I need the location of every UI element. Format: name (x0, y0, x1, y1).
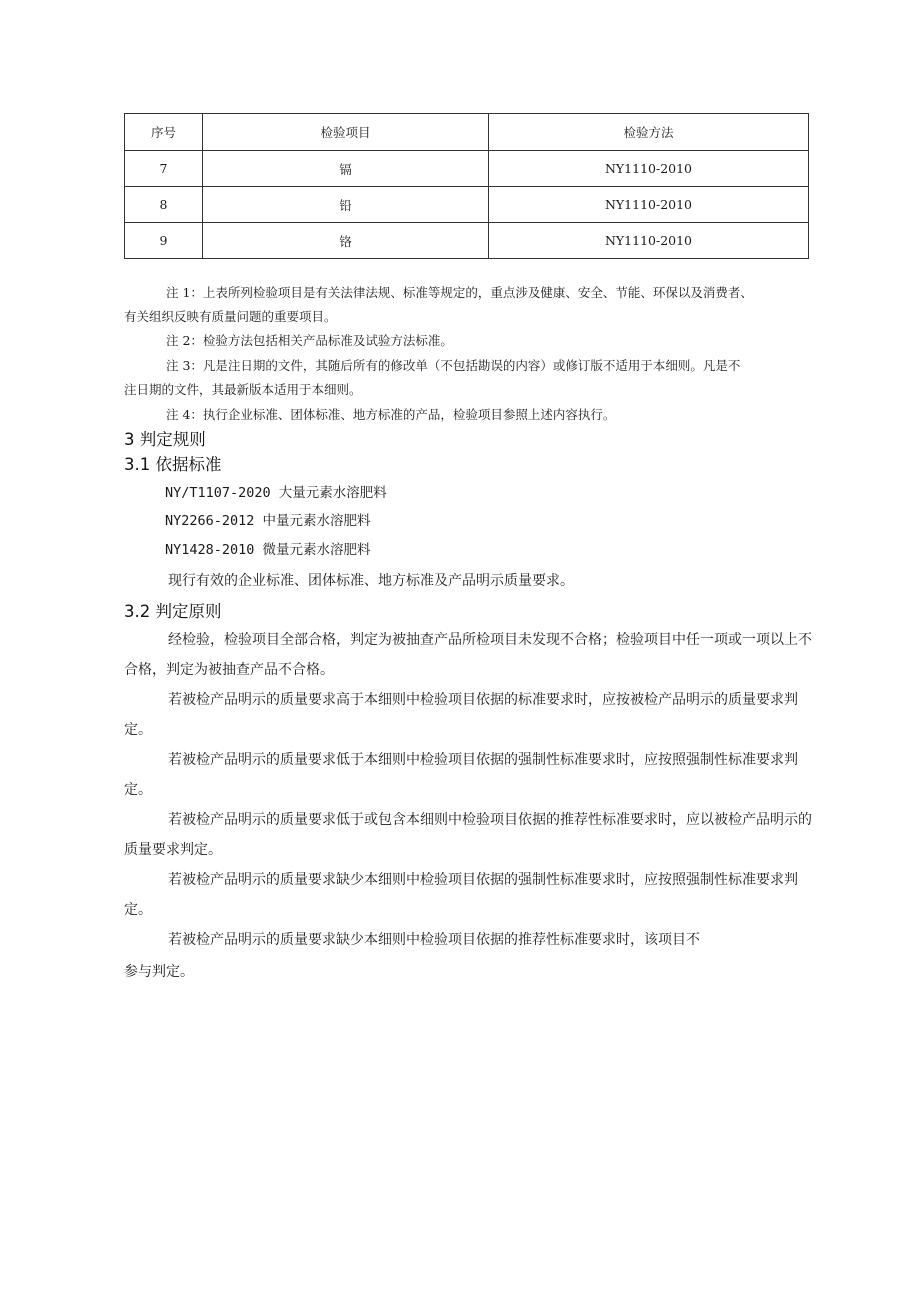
inspection-table (124, 113, 809, 259)
cell-no: 9 (125, 223, 203, 259)
principle-5: 若被检产品明示的质量要求缺少本细则中检验项目依据的强制性标准要求时，应按照强制性标准要求判定。 (124, 872, 798, 918)
note-1-line-2: 有关组织反映有质量问题的重要项目。 (124, 309, 337, 324)
principle-3: 若被检产品明示的质量要求低于本细则中检验项目依据的强制性标准要求时，应按照强制性标准要求判定。 (124, 752, 798, 798)
header-no: 序号 (125, 114, 203, 151)
standards-extra-text: 现行有效的企业标准、团体标准、地方标准及产品明示质量要求。 (168, 573, 574, 589)
note-3-line-1: 注 3：凡是注日期的文件，其随后所有的修改单（不包括勘误的内容）或修订版不适用于本细则。凡是不 (166, 358, 741, 373)
cell-method: NY1110-2010 (489, 223, 809, 259)
standard-item: NY1428-2010 微量元素水溶肥料 (165, 542, 371, 558)
principle-1: 经检验，检验项目全部合格，判定为被抽查产品所检项目未发现不合格；检验项目中任一项或一项以上不合格，判定为被抽查产品不合格。 (124, 632, 812, 678)
table-row (125, 151, 809, 187)
header-item: 检验项目 (203, 114, 489, 151)
note-2: 注 2：检验方法包括相关产品标准及试验方法标准。 (166, 333, 453, 348)
standard-item: NY/T1107-2020 大量元素水溶肥料 (165, 485, 387, 501)
note-1-line-1: 注 1：上表所列检验项目是有关法律法规、标准等规定的，重点涉及健康、安全、节能、环保以及消费者、 (166, 285, 753, 300)
cell-no: 8 (125, 187, 203, 223)
standard-item: NY2266-2012 中量元素水溶肥料 (165, 513, 371, 529)
table-row (125, 187, 809, 223)
principle-2: 若被检产品明示的质量要求高于本细则中检验项目依据的标准要求时，应按被检产品明示的质量要求判定。 (124, 692, 798, 738)
standards-extra (124, 566, 814, 596)
cell-item: 镉 (203, 151, 489, 187)
principle-6-line-1: 若被检产品明示的质量要求缺少本细则中检验项目依据的推荐性标准要求时，该项目不 (168, 932, 700, 948)
cell-method: NY1110-2010 (489, 187, 809, 223)
section-3-1-title: 3.1 依据标准 (124, 455, 222, 474)
table-row (125, 223, 809, 259)
principle-paragraphs (124, 625, 814, 987)
principle-6-line-2: 参与判定。 (124, 964, 194, 980)
table-header-row (125, 114, 809, 151)
header-method: 检验方法 (489, 114, 809, 151)
section-3-2-title: 3.2 判定原则 (124, 602, 222, 621)
cell-method: NY1110-2010 (489, 151, 809, 187)
section-3-title: 3 判定规则 (124, 430, 206, 449)
note-3-line-2: 注日期的文件，其最新版本适用于本细则。 (124, 382, 362, 397)
cell-item: 铅 (203, 187, 489, 223)
cell-item: 铬 (203, 223, 489, 259)
principle-4: 若被检产品明示的质量要求低于或包含本细则中检验项目依据的推荐性标准要求时，应以被检产品明示的质量要求判定。 (124, 812, 812, 858)
cell-no: 7 (125, 151, 203, 187)
note-4: 注 4：执行企业标准、团体标准、地方标准的产品，检验项目参照上述内容执行。 (166, 407, 616, 422)
